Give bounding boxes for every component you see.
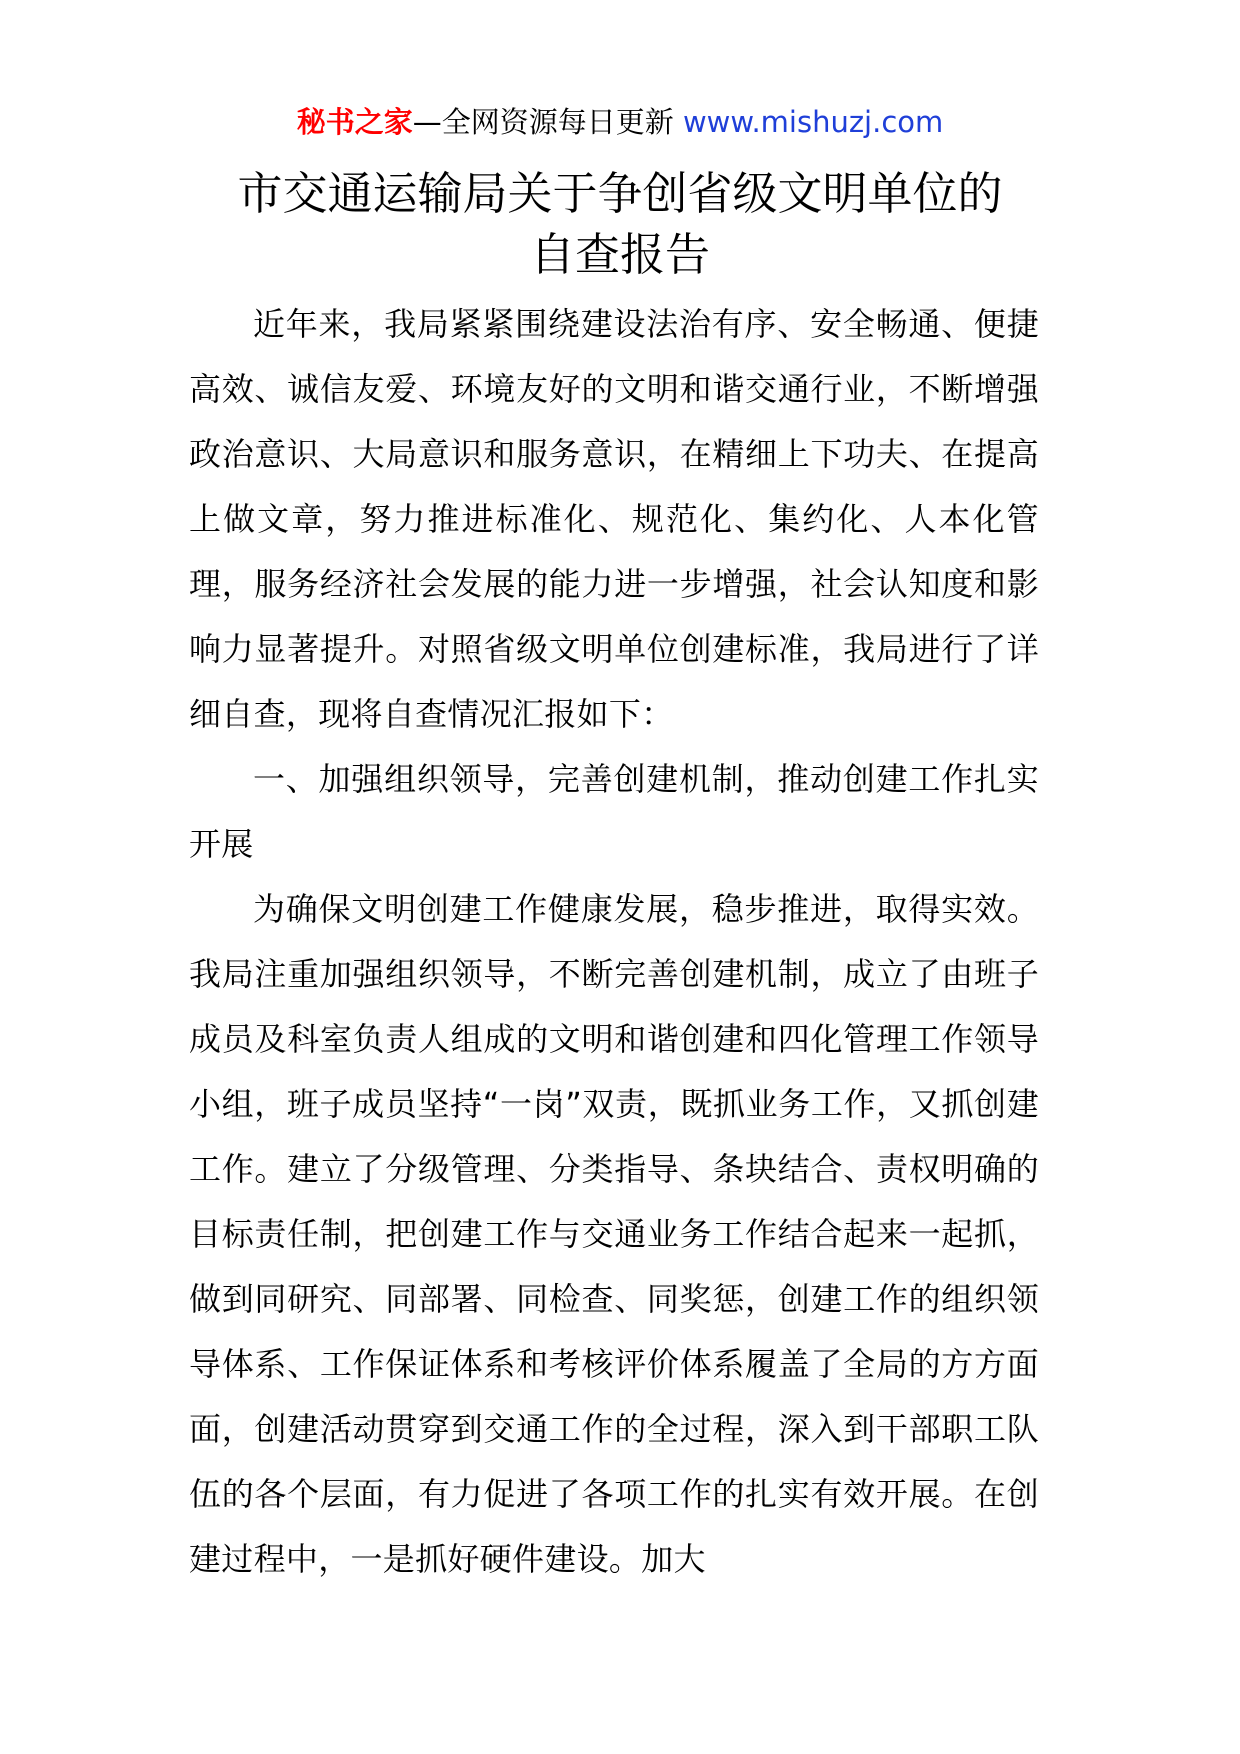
document-title-line-1: 市交通运输局关于争创省级文明单位的 bbox=[237, 167, 1003, 220]
body-paragraph: 为确保文明创建工作健康发展，稳步推进，取得实效。我局注重加强组织领导，不断完善创建机制，成立了由班子成员及科室负责人组成的文明和谐创建和四化管理工作领导小组，班子成员坚持“一岗”双责，既抓业务工作，又抓创建工作。建立了分级管理、分类指导、条块结合、责权明确的目标责任制，把创建工作与交通业务工作结合起来一起抓，做到同研究、同部署、同检查、同奖惩，创建工作的组织领导体系、工作保证体系和考核评价体系履盖了全局的方方面面，创建活动贯穿到交通工作的全过程，深入到干部职工队伍的各个层面，有力促进了各项工作的扎实有效开展。在创建过程中，一是抓好硬件建设。加大 bbox=[189, 890, 1039, 1578]
section-heading-1: 一、加强组织领导，完善创建机制，推动创建工作扎实开展 bbox=[189, 760, 1039, 863]
site-tagline: —全网资源每日更新 bbox=[412, 105, 674, 139]
site-header bbox=[0, 102, 1240, 142]
intro-paragraph: 近年来，我局紧紧围绕建设法治有序、安全畅通、便捷高效、诚信友爱、环境友好的文明和谐交通行业，不断增强政治意识、大局意识和服务意识，在精细上下功夫、在提高上做文章，努力推进标准化、规范化、集约化、人本化管理，服务经济社会发展的能力进一步增强，社会认知度和影响力显著提升。对照省级文明单位创建标准，我局进行了详细自查，现将自查情况汇报如下： bbox=[189, 305, 1039, 733]
document-body bbox=[189, 292, 1039, 1592]
site-url-link[interactable]: www.mishuzj.com bbox=[682, 105, 944, 139]
document-title-line-2: 自查报告 bbox=[529, 228, 710, 281]
brand-name: 秘书之家 bbox=[296, 105, 413, 139]
document-title bbox=[0, 163, 1240, 285]
